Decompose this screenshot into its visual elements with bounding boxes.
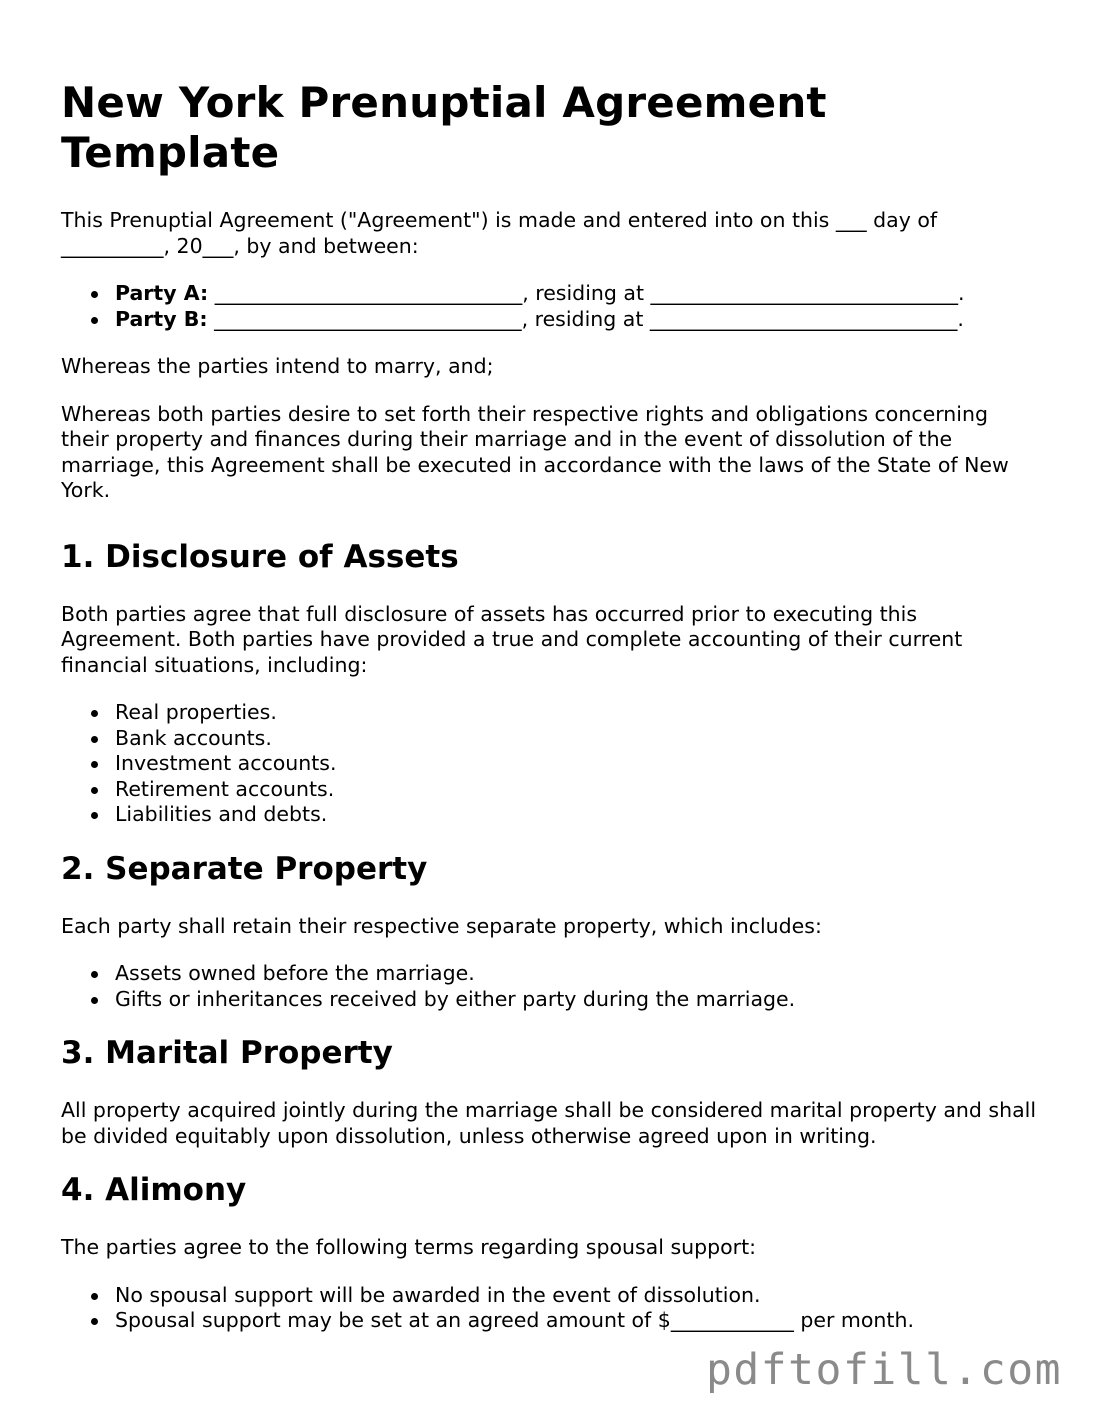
list-item: Real properties. xyxy=(115,700,1041,726)
intro-paragraph: This Prenuptial Agreement ("Agreement") is made and entered into on this ___ day of __________, 20___, by and between: xyxy=(61,208,938,258)
disclosure-list xyxy=(61,700,1041,828)
document-page xyxy=(61,78,1041,1356)
list-item: Investment accounts. xyxy=(115,751,1041,777)
party-a-label: Party A: xyxy=(115,281,209,305)
list-item: Spousal support may be set at an agreed amount of $____________ per month. xyxy=(115,1308,1041,1334)
watermark: pdftofill.com xyxy=(706,1345,1063,1395)
parties-list xyxy=(61,281,1041,332)
party-b-label: Party B: xyxy=(115,306,208,331)
section-heading-disclosure: 1. Disclosure of Assets xyxy=(61,538,459,575)
list-item: Retirement accounts. xyxy=(115,777,1041,803)
section-text-separate-property: Each party shall retain their respective separate property, which includes: xyxy=(61,913,822,938)
section-heading-marital-property: 3. Marital Property xyxy=(61,1035,393,1071)
separate-property-list xyxy=(61,961,1041,1012)
document-title: New York Prenuptial Agreement Template xyxy=(61,78,827,177)
list-item: Liabilities and debts. xyxy=(115,802,1041,828)
section-heading-separate-property: 2. Separate Property xyxy=(61,850,428,887)
whereas-paragraph-2: Whereas both parties desire to set forth their respective rights and obligations concerning their property and finances during their marriage and in the event of dissolution of the marriage, this Agreement shall be executed in accordance with the laws of the State of New York. xyxy=(61,401,1009,502)
section-text-alimony: The parties agree to the following terms regarding spousal support: xyxy=(61,1235,757,1259)
section-heading-alimony: 4. Alimony xyxy=(61,1172,247,1208)
alimony-list xyxy=(61,1283,1041,1334)
list-item xyxy=(115,307,1041,333)
whereas-paragraph-1: Whereas the parties intend to marry, and; xyxy=(61,354,494,378)
party-b-text: ______________________________, residing at ______________________________. xyxy=(207,306,964,331)
section-text-marital-property: All property acquired jointly during the marriage shall be considered marital property and shall be divided equitably upon dissolution, unless otherwise agreed upon in writing. xyxy=(61,1098,1037,1148)
party-a-text: ______________________________, residing at ______________________________. xyxy=(208,281,965,305)
list-item: Bank accounts. xyxy=(115,726,1041,752)
list-item: Assets owned before the marriage. xyxy=(115,961,1041,987)
list-item xyxy=(115,281,1041,307)
list-item: Gifts or inheritances received by either party during the marriage. xyxy=(115,987,1041,1013)
list-item: No spousal support will be awarded in the event of dissolution. xyxy=(115,1283,1041,1309)
section-text-disclosure: Both parties agree that full disclosure of assets has occurred prior to executing this Agreement. Both parties have provided a true and complete accounting of their current financial situations, including: xyxy=(61,601,963,677)
